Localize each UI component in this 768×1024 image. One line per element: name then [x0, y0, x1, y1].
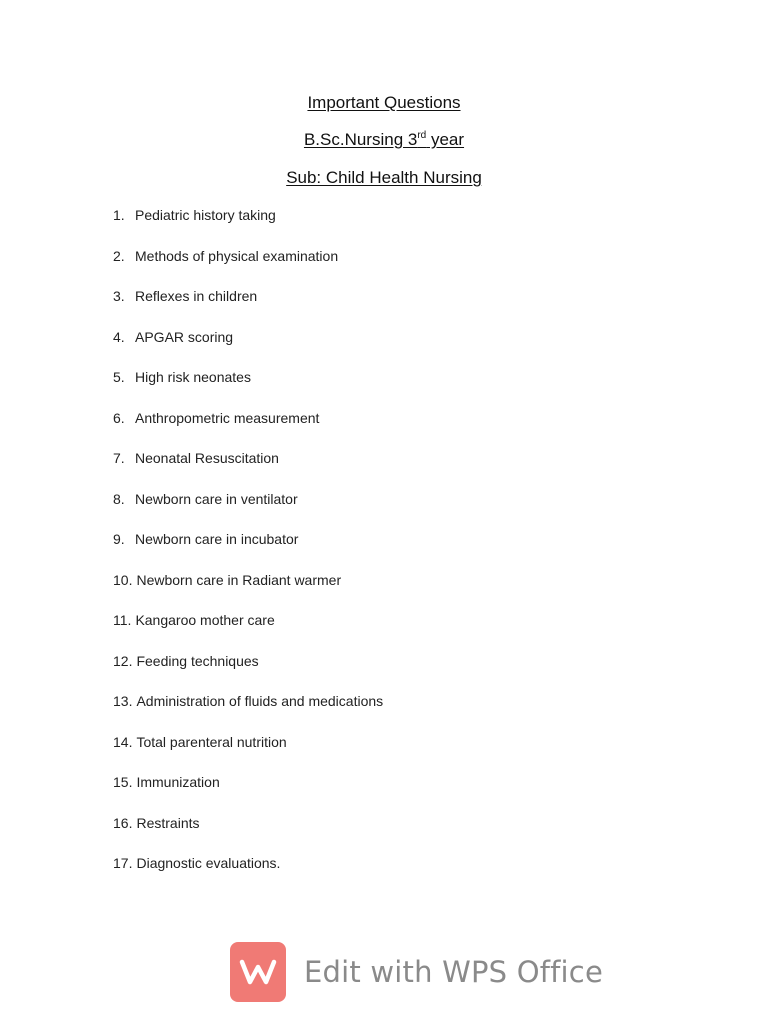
question-text: Feeding techniques	[136, 652, 259, 669]
list-item	[113, 206, 383, 247]
list-item	[113, 814, 383, 855]
list-item	[113, 287, 383, 328]
list-item	[113, 368, 383, 409]
question-number: 14.	[113, 733, 133, 750]
question-number: 11.	[113, 612, 132, 628]
question-number: 2.	[113, 247, 125, 264]
question-text: Total parenteral nutrition	[136, 733, 287, 750]
question-number: 6.	[113, 409, 125, 426]
list-item	[113, 530, 383, 571]
question-number: 4.	[113, 328, 125, 345]
question-text: APGAR scoring	[135, 328, 234, 345]
question-number: 3.	[113, 288, 125, 304]
course-name: B.Sc.Nursing 3	[303, 130, 418, 149]
list-item	[113, 449, 383, 490]
question-text: Neonatal Resuscitation	[135, 450, 279, 466]
course-year-suffix: year	[426, 130, 465, 149]
question-text: Restraints	[136, 814, 200, 831]
question-text: Diagnostic evaluations.	[136, 855, 281, 871]
question-number: 5.	[113, 369, 125, 385]
question-text: Immunization	[136, 774, 220, 790]
list-item	[113, 733, 383, 774]
question-text: Administration of fluids and medications	[136, 693, 384, 709]
question-text: Newborn care in ventilator	[135, 490, 298, 507]
course-heading	[0, 130, 768, 150]
list-item	[113, 571, 383, 612]
question-number: 7.	[113, 450, 125, 466]
question-text: Newborn care in incubator	[135, 531, 299, 547]
question-number: 16.	[113, 814, 133, 831]
question-text: Newborn care in Radiant warmer	[136, 571, 342, 588]
question-number: 13.	[113, 693, 133, 709]
question-number: 1.	[113, 207, 125, 223]
question-number: 10.	[113, 571, 133, 588]
edit-with-wps-banner[interactable]	[230, 942, 603, 1002]
question-text: Anthropometric measurement	[135, 409, 320, 426]
subject-heading: Sub: Child Health Nursing	[286, 168, 482, 187]
list-item	[113, 611, 383, 652]
question-text: Methods of physical examination	[135, 247, 339, 264]
document-title: Important Questions	[307, 93, 461, 112]
question-text: High risk neonates	[135, 369, 251, 385]
question-number: 12.	[113, 652, 133, 669]
question-text: Pediatric history taking	[135, 207, 276, 223]
course-year-superscript: rd	[417, 130, 427, 141]
question-list	[113, 206, 383, 895]
wps-logo-icon[interactable]	[230, 942, 286, 1002]
list-item	[113, 773, 383, 814]
list-item	[113, 652, 383, 693]
wps-w-glyph-icon	[239, 957, 277, 987]
question-number: 8.	[113, 490, 125, 507]
list-item	[113, 409, 383, 450]
list-item	[113, 328, 383, 369]
wps-edit-label[interactable]: Edit with WPS Office	[304, 955, 603, 989]
question-number: 15.	[113, 774, 133, 790]
question-number: 17.	[113, 855, 133, 871]
question-text: Reflexes in children	[135, 288, 258, 304]
list-item	[113, 692, 383, 733]
list-item	[113, 247, 383, 288]
question-text: Kangaroo mother care	[135, 612, 275, 628]
question-number: 9.	[113, 531, 125, 547]
list-item	[113, 854, 383, 895]
list-item	[113, 490, 383, 531]
